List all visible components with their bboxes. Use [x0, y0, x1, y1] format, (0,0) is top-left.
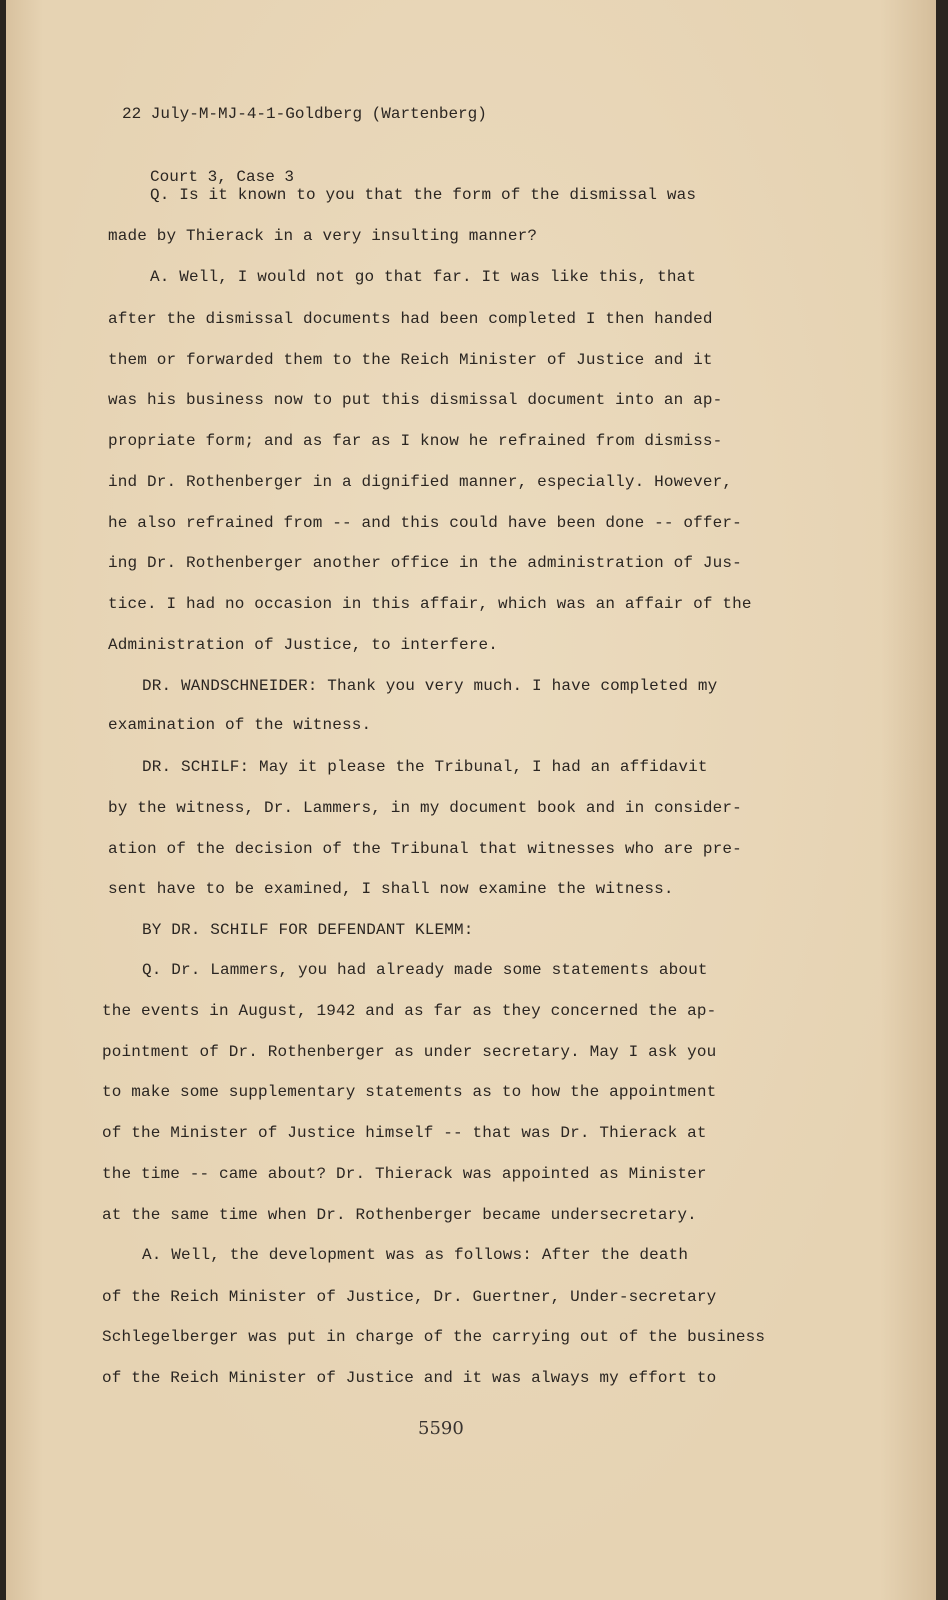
- text-line: sent have to be examined, I shall now examine the witness.: [108, 880, 674, 898]
- text-line: tice. I had no occasion in this affair, which was an affair of the: [108, 595, 752, 613]
- text-line: he also refrained from -- and this could have been done -- offer-: [108, 514, 742, 532]
- text-line: Schlegelberger was put in charge of the carrying out of the business: [102, 1328, 766, 1346]
- text-line: made by Thierack in a very insulting manner?: [108, 227, 538, 245]
- text-line: to make some supplementary statements as to how the appointment: [102, 1083, 717, 1101]
- text-line: at the same time when Dr. Rothenberger became undersecretary.: [102, 1206, 697, 1224]
- text-line: ing Dr. Rothenberger another office in the administration of Jus-: [108, 554, 742, 572]
- text-line: DR. WANDSCHNEIDER: Thank you very much. I have completed my: [142, 677, 718, 695]
- text-line: Administration of Justice, to interfere.: [108, 636, 499, 654]
- section-heading: BY DR. SCHILF FOR DEFENDANT KLEMM:: [142, 921, 474, 939]
- text-line: pointment of Dr. Rothenberger as under secretary. May I ask you: [102, 1043, 717, 1061]
- text-line: ation of the decision of the Tribunal that witnesses who are pre-: [108, 840, 742, 858]
- text-line: the time -- came about? Dr. Thierack was appointed as Minister: [102, 1165, 707, 1183]
- document-header: [122, 62, 487, 230]
- text-line: after the dismissal documents had been completed I then handed: [108, 310, 713, 328]
- text-line: of the Minister of Justice himself -- that was Dr. Thierack at: [102, 1124, 707, 1142]
- text-line: DR. SCHILF: May it please the Tribunal, I had an affidavit: [142, 758, 708, 776]
- text-line: of the Reich Minister of Justice and it was always my effort to: [102, 1369, 717, 1387]
- header-line-2: Court 3, Case 3: [150, 168, 295, 186]
- header-line-1: 22 July-M-MJ-4-1-Goldberg (Wartenberg): [122, 105, 487, 123]
- text-line: examination of the witness.: [108, 716, 372, 734]
- text-line: them or forwarded them to the Reich Minister of Justice and it: [108, 351, 713, 369]
- text-line: A. Well, the development was as follows: After the death: [142, 1246, 689, 1264]
- text-line: Q. Is it known to you that the form of the dismissal was: [150, 186, 697, 204]
- text-line: A. Well, I would not go that far. It was like this, that: [150, 268, 697, 286]
- text-line: of the Reich Minister of Justice, Dr. Guertner, Under-secretary: [102, 1288, 717, 1306]
- text-line: Q. Dr. Lammers, you had already made some statements about: [142, 961, 708, 979]
- text-line: was his business now to put this dismissal document into an ap-: [108, 391, 723, 409]
- page-number: 5590: [418, 1418, 464, 1439]
- text-line: propriate form; and as far as I know he refrained from dismiss-: [108, 432, 723, 450]
- text-line: by the witness, Dr. Lammers, in my document book and in consider-: [108, 799, 742, 817]
- text-line: the events in August, 1942 and as far as they concerned the ap-: [102, 1002, 717, 1020]
- text-line: ind Dr. Rothenberger in a dignified manner, especially. However,: [108, 473, 733, 491]
- document-page: [6, 0, 936, 1600]
